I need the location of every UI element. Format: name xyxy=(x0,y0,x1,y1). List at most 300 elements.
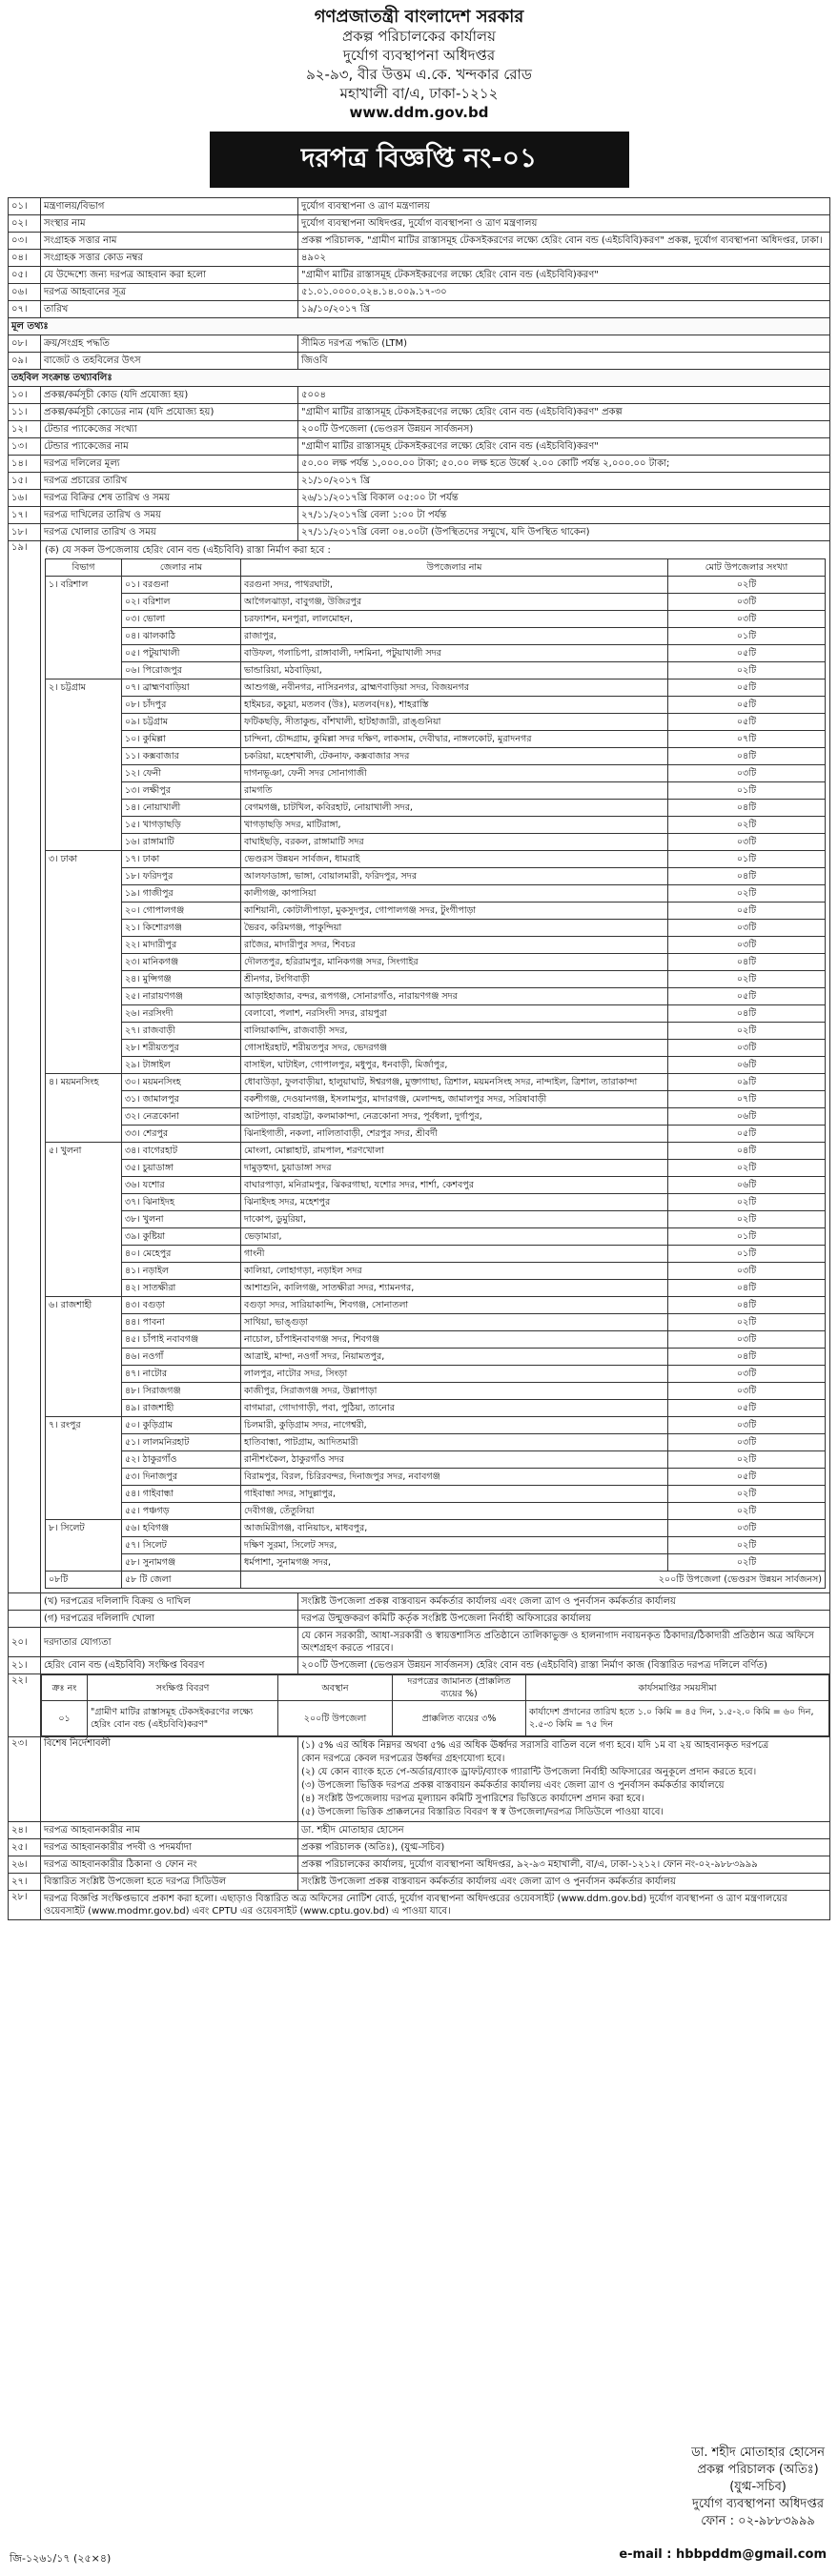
row-number: ২০। xyxy=(9,1628,41,1657)
district-row xyxy=(46,1211,826,1228)
count-cell: ০৪টি xyxy=(668,748,826,765)
division-cell xyxy=(46,1194,122,1211)
district-row xyxy=(46,1520,826,1537)
header-website[interactable]: www.ddm.gov.bd xyxy=(349,104,489,121)
district-cell: ২৭। রাজবাড়ী xyxy=(122,1023,241,1040)
district-row xyxy=(46,1005,826,1023)
upazila-cell: আলফাডাঙ্গা, ভাঙ্গা, বোয়ালমারী, ফরিদপুর, সদর xyxy=(241,868,668,885)
count-cell: ০৯টি xyxy=(668,1074,826,1091)
count-cell: ০৩টি xyxy=(668,920,826,937)
district-row xyxy=(46,1383,826,1400)
count-cell: ০৩টি xyxy=(668,611,826,628)
district-section xyxy=(41,541,830,1593)
district-cell: ৩৯। কুষ্টিয়া xyxy=(122,1228,241,1246)
row-number: ২১। xyxy=(9,1657,41,1674)
district-row xyxy=(46,714,826,731)
work-summary-row xyxy=(42,1701,829,1736)
district-row xyxy=(46,1434,826,1451)
district-cell: ৫৭। সিলেট xyxy=(122,1537,241,1554)
division-cell xyxy=(46,1005,122,1023)
district-cell: ৫০। কুড়িগ্রাম xyxy=(122,1417,241,1434)
district-cell: ৩৮। খুলনা xyxy=(122,1211,241,1228)
district-row xyxy=(46,1091,826,1108)
count-cell: ০৩টি xyxy=(668,1520,826,1537)
division-cell xyxy=(46,714,122,731)
special-instructions xyxy=(298,1737,830,1822)
row-19c xyxy=(9,1611,830,1628)
upazila-cell: ভান্ডারিয়া, মঠবাড়িয়া, xyxy=(241,662,668,679)
upazila-cell: চকরিয়া, মহেশখালী, টেকনাফ, কক্সবাজার সদর xyxy=(241,748,668,765)
district-cell: ৪৫। চাঁপাই নবাবগঞ্জ xyxy=(122,1331,241,1349)
district-row xyxy=(46,645,826,662)
count-cell: ০৩টি xyxy=(668,765,826,782)
header-address: ৯২-৯৩, বীর উত্তম এ.কে. খন্দকার রোড xyxy=(306,66,532,83)
column-header: অবস্থান xyxy=(278,1675,393,1701)
count-cell: ০৪টি xyxy=(668,1280,826,1297)
row-number: ১১। xyxy=(9,404,41,421)
row-value: সংশ্লিষ্ট উপজেলা প্রকল্প বাস্তবায়ন কর্মকর্তার কার্যালয় এবং জেলা ত্রাণ ও পুনর্বাসন কর্মকর্তার কার্যালয় xyxy=(298,1874,830,1891)
row-value: জিওবি xyxy=(298,353,830,370)
total-upazilas: ২০০টি উপজেলা (ভেণ্ডরস উন্নয়ন সার্বজনস) xyxy=(241,1572,826,1589)
upazila-cell: ভেণ্ডরস উন্নয়ন সার্বজন, ধামরাই xyxy=(241,851,668,868)
upazila-cell: ঝিনাইদহ সদর, মহেশপুর xyxy=(241,1194,668,1211)
notice-row xyxy=(9,1822,830,1839)
count-cell: ০২টি xyxy=(668,885,826,903)
row-number: ০৩। xyxy=(9,233,41,250)
duration-cell: কার্যাদেশ প্রদানের তারিখ হতে ১.০ কিমি = ৪৫ দিন, ১.৫-২.০ কিমি = ৬০ দিন, ২.৫-৩ কিমি = ৭৫ দিন xyxy=(526,1701,829,1736)
division-cell xyxy=(46,1108,122,1126)
upazila-cell: কালিয়া, লোহাগড়া, নড়াইল সদর xyxy=(241,1263,668,1280)
division-cell xyxy=(46,903,122,920)
row-label: তারিখ xyxy=(41,301,298,318)
total-divisions: ০৮টি xyxy=(46,1572,122,1589)
district-row xyxy=(46,679,826,697)
division-cell xyxy=(46,988,122,1005)
count-cell: ০৩টি xyxy=(668,834,826,851)
district-cell: ১৪। নোয়াখালী xyxy=(122,800,241,817)
count-cell: ০৩টি xyxy=(668,1417,826,1434)
row-number: ০১। xyxy=(9,198,41,215)
division-cell: ১। বরিশাল xyxy=(46,577,122,594)
serial-cell: ০১ xyxy=(42,1701,88,1736)
division-cell xyxy=(46,1160,122,1177)
notice-row xyxy=(9,473,830,490)
division-cell xyxy=(46,834,122,851)
row-label: দরদাতার যোগ্যতা xyxy=(41,1628,298,1657)
count-cell: ০২টি xyxy=(668,1023,826,1040)
row-number: ০৫। xyxy=(9,267,41,284)
division-cell xyxy=(46,954,122,971)
column-header: মোট উপজেলার সংখ্যা xyxy=(668,559,826,577)
column-header: বিভাগ xyxy=(46,559,122,577)
instruction-item: (১) ৫% এর অধিক নিম্নদর অথবা ৫% এর অধিক ঊর্ধ্বদর সরাসরি বাতিল বলে গণ্য হবে। যদি ১ম বা ২য় আহবানকৃত দরপত্রে xyxy=(301,1740,769,1751)
district-row xyxy=(46,868,826,885)
count-cell: ০৪টি xyxy=(668,954,826,971)
upazila-cell: আশাশুনি, কালিগঞ্জ, সাতক্ষীরা সদর, শ্যামনগর, xyxy=(241,1280,668,1297)
count-cell: ০২টি xyxy=(668,1554,826,1572)
row-number: ০২। xyxy=(9,215,41,233)
count-cell: ০২টি xyxy=(668,1160,826,1177)
signatory-office: দুর্যোগ ব্যবস্থাপনা অধিদপ্তর xyxy=(692,2497,825,2511)
count-cell: ০২টি xyxy=(668,1537,826,1554)
upazila-cell: দেবীগঞ্জ, তেঁতুলিয়া xyxy=(241,1503,668,1520)
count-cell: ০৪টি xyxy=(668,800,826,817)
district-row xyxy=(46,954,826,971)
row-value: ২৭/১১/২০১৭খ্রি বেলা ০৪.০০টা (উপস্থিতদের সম্মুখে, যদি উপস্থিত থাকেন) xyxy=(298,524,830,541)
count-cell: ০৫টি xyxy=(668,1400,826,1417)
notice-row xyxy=(9,353,830,370)
upazila-cell: কাজীপুর, সিরাজগঞ্জ সদর, উল্লাপাড়া xyxy=(241,1383,668,1400)
row-value: যে কোন সরকারী, আধা-সরকারী ও স্বায়ত্তশাসিত প্রতিষ্ঠানে তালিকাভুক্ত ও হালনাগাদ নবায়নকৃত ঠিকাদার/ঠিকাদারী প্রতিষ্ঠান অত্র অফিসে অংশগ্রহণ করতে পারবে। xyxy=(298,1628,830,1657)
upazila-cell: রামগতি xyxy=(241,782,668,800)
district-cell: ২৯। টাঙ্গাইল xyxy=(122,1057,241,1074)
district-cell: ৫৪। গাইবান্ধা xyxy=(122,1486,241,1503)
division-cell xyxy=(46,1366,122,1383)
row-label: দরপত্র আহবানকারীর পদবী ও পদমর্যাদা xyxy=(41,1839,298,1856)
notice-row-28 xyxy=(9,1891,830,1920)
district-table-header xyxy=(46,559,826,577)
row-value: "গ্রামীণ মাটির রাস্তাসমূহ টেকসইকরণের লক্ষ্যে হেরিং বোন বন্ড (এইচবিবি)করণ" xyxy=(298,438,830,456)
count-cell: ০৬টি xyxy=(668,1177,826,1194)
notice-row xyxy=(9,387,830,404)
row-value: ডা. শহীদ মোতাহার হোসেন xyxy=(298,1822,830,1839)
upazila-cell: বিরামপুর, বিরল, চিরিরবন্দর, দিনাজপুর সদর, নবাবগঞ্জ xyxy=(241,1469,668,1486)
district-cell: ২৮। শরীয়তপুর xyxy=(122,1040,241,1057)
row-value: ৫০.০০ লক্ষ পর্যন্ত ১,০০০.০০ টাকা; ৫০.০০ লক্ষ হতে উর্ধ্বে ২.০০ কোটি পর্যন্ত ২,০০০.০০ টাকা; xyxy=(298,456,830,473)
upazila-cell: দাগনভূঞা, ফেনী সদর সোনাগাজী xyxy=(241,765,668,782)
row-number: ২২। xyxy=(9,1674,41,1737)
district-row xyxy=(46,1108,826,1126)
district-row xyxy=(46,1280,826,1297)
count-cell: ০৫টি xyxy=(668,903,826,920)
division-cell xyxy=(46,731,122,748)
upazila-cell: বাঘাইছড়ি, বরকল, রাঙ্গামাটি সদর xyxy=(241,834,668,851)
count-cell: ০৫টি xyxy=(668,988,826,1005)
row-value: সংশ্লিষ্ট উপজেলা প্রকল্প বাস্তবায়ন কর্মকর্তার কার্যালয় এবং জেলা ত্রাণ ও পুনর্বাসন কর্মকর্তার কার্যালয় xyxy=(298,1593,830,1611)
count-cell: ০৭টি xyxy=(668,1091,826,1108)
count-cell: ০২টি xyxy=(668,577,826,594)
division-cell xyxy=(46,1537,122,1554)
column-header: দরপত্রের জামানত (প্রাক্কলিত ব্যয়ের %) xyxy=(393,1675,526,1701)
district-cell: ৫২। ঠাকুরগাঁও xyxy=(122,1451,241,1469)
division-cell xyxy=(46,800,122,817)
header-department: দুর্যোগ ব্যবস্থাপনা অধিদপ্তর xyxy=(342,47,496,64)
section-fund-info xyxy=(9,370,830,387)
upazila-cell: মোংলা, মোল্লাহাট, রামপাল, শরণখোলা xyxy=(241,1143,668,1160)
district-row xyxy=(46,851,826,868)
district-cell: ৩১। জামালপুর xyxy=(122,1091,241,1108)
notice-row xyxy=(9,456,830,473)
division-cell xyxy=(46,645,122,662)
upazila-cell: আত্রাই, মান্দা, নওগাঁ সদর, নিয়ামতপুর, xyxy=(241,1349,668,1366)
district-cell: ৩৫। চুয়াডাঙ্গা xyxy=(122,1160,241,1177)
division-cell xyxy=(46,1263,122,1280)
district-cell: ১১। কক্সবাজার xyxy=(122,748,241,765)
row-label: টেন্ডার প্যাকেজের সংখ্যা xyxy=(41,421,298,438)
upazila-cell: হাইমচর, কচুয়া, মতলব (উঃ), মতলব(দঃ), শাহরাস্তি xyxy=(241,697,668,714)
district-cell: ৪৩। বগুড়া xyxy=(122,1297,241,1314)
district-row xyxy=(46,765,826,782)
column-header: সংক্ষিপ্ত বিবরণ xyxy=(88,1675,278,1701)
count-cell: ০৪টি xyxy=(668,868,826,885)
notice-row-22 xyxy=(9,1674,830,1737)
count-cell: ০৩টি xyxy=(668,1383,826,1400)
row-value: দুর্যোগ ব্যবস্থাপনা অধিদপ্তর, দুর্যোগ ব্যবস্থাপনা ও ত্রাণ মন্ত্রণালয় xyxy=(298,215,830,233)
upazila-cell: বাউফল, গলাচিপা, রাঙ্গাবালী, দশমিনা, পটুয়াখালী সদর xyxy=(241,645,668,662)
row-label: যে উদ্দেশ্যে জন্য দরপত্র আহবান করা হলো xyxy=(41,267,298,284)
district-row xyxy=(46,1126,826,1143)
count-cell: ০৩টি xyxy=(668,937,826,954)
upazila-cell: বগুড়া সদর, সারিয়াকান্দি, শিবগঞ্জ, সোনাতলা xyxy=(241,1297,668,1314)
count-cell: ০৭টি xyxy=(668,731,826,748)
division-cell xyxy=(46,1023,122,1040)
district-row xyxy=(46,577,826,594)
district-row xyxy=(46,1228,826,1246)
division-cell xyxy=(46,1400,122,1417)
district-row xyxy=(46,1451,826,1469)
count-cell: ০৩টি xyxy=(668,1366,826,1383)
division-cell xyxy=(46,885,122,903)
row-number: ২৭। xyxy=(9,1874,41,1891)
row-label: প্রকল্প/কর্মসূচী কোডের নাম (যদি প্রযোজ্য হয়) xyxy=(41,404,298,421)
notice-row xyxy=(9,404,830,421)
column-header: ক্রঃ নং xyxy=(42,1675,88,1701)
division-cell: ২। চট্টগ্রাম xyxy=(46,679,122,697)
upazila-cell: রাজাপুর, xyxy=(241,628,668,645)
district-cell: ২২। মাদারীপুর xyxy=(122,937,241,954)
row-value: ৫১.০১.০০০০.০২৪.১৪.০০৯.১৭-৩০ xyxy=(298,284,830,301)
row-number: ২৩। xyxy=(9,1737,41,1822)
count-cell: ০২টি xyxy=(668,662,826,679)
count-cell: ০৪টি xyxy=(668,1143,826,1160)
count-cell: ০৫টি xyxy=(668,697,826,714)
district-row xyxy=(46,1417,826,1434)
count-cell: ০৪টি xyxy=(668,1005,826,1023)
row-value: ২৭/১১/২০১৭খ্রি বেলা ১:০০ টা পর্যন্ত xyxy=(298,507,830,524)
row-label: টেন্ডার প্যাকেজের নাম xyxy=(41,438,298,456)
district-row xyxy=(46,1246,826,1263)
upazila-cell: চিলমারী, কুড়িগ্রাম সদর, নাগেশ্বরী, xyxy=(241,1417,668,1434)
count-cell: ০২টি xyxy=(668,1314,826,1331)
notice-row xyxy=(9,267,830,284)
upazila-cell: ফটিকছড়ি, সীতাকুন্ড, বাঁশখালী, হাটহাজারী, রাঙ্গুনিয়া xyxy=(241,714,668,731)
division-cell xyxy=(46,1469,122,1486)
count-cell: ০২টি xyxy=(668,1211,826,1228)
instruction-item: (২) যে কোন ব্যাংক হতে পে-অর্ডার/ব্যাংক ড্রাফট/ব্যাংক গ্যারান্টি উপজেলা নির্বাহী অফিসারের অনুকূলে প্রদান করতে হবে। xyxy=(301,1767,757,1777)
division-cell xyxy=(46,611,122,628)
row-label: সংস্থার নাম xyxy=(41,215,298,233)
district-row xyxy=(46,988,826,1005)
row-label: (গ) দরপত্রের দলিলাদি খোলা xyxy=(41,1611,298,1628)
division-cell: ৭। রংপুর xyxy=(46,1417,122,1434)
upazila-cell: লালপুর, নাটোর সদর, সিংড়া xyxy=(241,1366,668,1383)
district-cell: ৫৬। হবিগঞ্জ xyxy=(122,1520,241,1537)
header-city: মহাখালী বা/এ, ঢাকা-১২১২ xyxy=(339,85,499,102)
upazila-cell: খাগড়াছড়ি সদর, মাটিরাঙ্গা, xyxy=(241,817,668,834)
row-label: বিস্তারিত সংশ্লিষ্ট উপজেলা হতে দরপত্র সিডিউল xyxy=(41,1874,298,1891)
count-cell: ০৫টি xyxy=(668,679,826,697)
count-cell: ০৩টি xyxy=(668,1263,826,1280)
total-districts: ৫৮ টি জেলা xyxy=(122,1572,241,1589)
upazila-cell: আশুগঞ্জ, নবীনগর, নাসিরনগর, ব্রাহ্মণবাড়িয়া সদর, বিজয়নগর xyxy=(241,679,668,697)
upazila-cell: ধর্মপাশা, সুনামগঞ্জ সদর, xyxy=(241,1554,668,1572)
division-cell xyxy=(46,1126,122,1143)
upazila-cell: বাগমারা, গোদাগাড়ী, পবা, পুঠিয়া, তানোর xyxy=(241,1400,668,1417)
upazila-cell: রানীশংকৈল, ঠাকুরগাঁও সদর xyxy=(241,1451,668,1469)
district-cell: ২১। কিশোরগঞ্জ xyxy=(122,920,241,937)
district-cell: ২৪। মুন্সিগঞ্জ xyxy=(122,971,241,988)
row-label: মন্ত্রণালয়/বিভাগ xyxy=(41,198,298,215)
district-cell: ১২। ফেনী xyxy=(122,765,241,782)
district-row xyxy=(46,782,826,800)
district-cell: ৩৪। বাগেরহাট xyxy=(122,1143,241,1160)
district-row xyxy=(46,1486,826,1503)
district-cell: ৪০। মেহেপুর xyxy=(122,1246,241,1263)
signatory-title: প্রকল্প পরিচালক (অতিঃ) xyxy=(697,2463,819,2477)
count-cell: ০১টি xyxy=(668,782,826,800)
row-label: দরপত্র প্রচারের তারিখ xyxy=(41,473,298,490)
row-value: প্রকল্প পরিচালকের কার্যালয়, দুর্যোগ ব্যবস্থাপনা অধিদপ্তর, ৯২-৯৩ মহাখালী, বা/এ, ঢাকা-১২১২। ফোন নং-০২-৯৮৮৩৯৯৯ xyxy=(298,1856,830,1874)
row-label: সংগ্রাহক সত্তার কোড নম্বর xyxy=(41,250,298,267)
division-cell xyxy=(46,920,122,937)
row-label: সংগ্রাহক সত্তার নাম xyxy=(41,233,298,250)
district-row xyxy=(46,1469,826,1486)
district-row xyxy=(46,1537,826,1554)
notice-row-19 xyxy=(9,541,830,1593)
district-row xyxy=(46,920,826,937)
district-cell: ৪৬। নওগাঁ xyxy=(122,1349,241,1366)
district-row xyxy=(46,1263,826,1280)
division-cell xyxy=(46,748,122,765)
row-number xyxy=(9,1593,41,1611)
district-cell: ০৫। পটুয়াখালী xyxy=(122,645,241,662)
count-cell: ০৩টি xyxy=(668,1434,826,1451)
signatory-email[interactable]: e-mail : hbbpddm@gmail.com xyxy=(619,2547,827,2562)
signatory-name: ডা. শহীদ মোতাহার হোসেন xyxy=(691,2445,825,2460)
upazila-cell: দামুড়হুদা, চুয়াডাঙ্গা সদর xyxy=(241,1160,668,1177)
work-summary xyxy=(41,1674,830,1737)
district-cell: ০৮। চাঁদপুর xyxy=(122,697,241,714)
section-heading: তহবিল সংক্রান্ত তথ্যাবলিঃ xyxy=(9,370,830,387)
district-row xyxy=(46,1366,826,1383)
district-cell: ০৬। পিরোজপুর xyxy=(122,662,241,679)
division-cell: ৩। ঢাকা xyxy=(46,851,122,868)
district-row xyxy=(46,903,826,920)
notice-row xyxy=(9,301,830,318)
work-summary-table xyxy=(41,1674,829,1736)
district-cell: ১৯। গাজীপুর xyxy=(122,885,241,903)
notice-table xyxy=(8,197,830,1920)
row-19b xyxy=(9,1593,830,1611)
upazila-cell: আগৈলঝাড়া, বাবুগঞ্জ, উজিরপুর xyxy=(241,594,668,611)
division-cell xyxy=(46,1349,122,1366)
district-cell: ১৩। লক্ষীপুর xyxy=(122,782,241,800)
row-label: বাজেট ও তহবিলের উৎস xyxy=(41,353,298,370)
upazila-cell: চরফ্যাশন, মনপুরা, লালমোহন, xyxy=(241,611,668,628)
row-value: সীমিত দরপত্র পদ্ধতি (LTM) xyxy=(298,335,830,353)
row-value: প্রকল্প পরিচালক (অতিঃ), (যুগ্ম-সচিব) xyxy=(298,1839,830,1856)
district-cell: ৪৭। নাটোর xyxy=(122,1366,241,1383)
count-cell: ০৩টি xyxy=(668,594,826,611)
row-label: দরপত্র দাখিলের তারিখ ও সময় xyxy=(41,507,298,524)
district-row xyxy=(46,594,826,611)
division-cell xyxy=(46,1434,122,1451)
upazila-cell: বেগমগঞ্জ, চাটখিল, কবিরহাট, নোয়াখালী সদর, xyxy=(241,800,668,817)
district-intro: (ক) যে সকল উপজেলায় হেরিং বোন বন্ড (এইচবিবি) রাস্তা নির্মাণ করা হবে : xyxy=(45,545,331,556)
district-cell: ৩০। ময়মনসিংহ xyxy=(122,1074,241,1091)
district-cell: ৪১। নড়াইল xyxy=(122,1263,241,1280)
district-cell: ১৮। ফরিদপুর xyxy=(122,868,241,885)
row-number: ১৮। xyxy=(9,524,41,541)
division-cell: ৪। ময়মনসিংহ xyxy=(46,1074,122,1091)
district-row xyxy=(46,817,826,834)
division-cell: ৮। সিলেট xyxy=(46,1520,122,1537)
notice-row xyxy=(9,524,830,541)
row-label: দরপত্র আহবানের সূত্র xyxy=(41,284,298,301)
district-row xyxy=(46,800,826,817)
district-row xyxy=(46,937,826,954)
count-cell: ০৫টি xyxy=(668,645,826,662)
district-row xyxy=(46,1143,826,1160)
header-office: প্রকল্প পরিচালকের কার্যালয় xyxy=(342,28,496,45)
division-cell xyxy=(46,697,122,714)
signatory-rank: (যুগ্ম-সচিব) xyxy=(729,2480,787,2494)
district-cell: ২৫। নারায়ণগঞ্জ xyxy=(122,988,241,1005)
upazila-cell: আড়াইহাজার, বন্দর, রূপগঞ্জ, সোনারগাঁও, নারায়ণগঞ্জ সদর xyxy=(241,988,668,1005)
count-cell: ০২টি xyxy=(668,1486,826,1503)
district-cell: ০৪। ঝালকাঠি xyxy=(122,628,241,645)
division-cell xyxy=(46,1554,122,1572)
district-cell: ৫৩। দিনাজপুর xyxy=(122,1469,241,1486)
district-row xyxy=(46,628,826,645)
count-cell: ০১টি xyxy=(668,851,826,868)
division-cell xyxy=(46,971,122,988)
row-number: ১৭। xyxy=(9,507,41,524)
upazila-cell: বাঘারপাড়া, মনিরামপুর, ঝিকরগাছা, যশোর সদর, শার্শা, কেশবপুর xyxy=(241,1177,668,1194)
notice-row xyxy=(9,198,830,215)
upazila-cell: হাতিবান্ধা, পাটগ্রাম, আদিতমারী xyxy=(241,1434,668,1451)
signature-block xyxy=(691,2444,825,2530)
division-cell xyxy=(46,817,122,834)
division-cell xyxy=(46,1040,122,1057)
division-cell xyxy=(46,1228,122,1246)
row-label: দরপত্র দলিলের মূল্য xyxy=(41,456,298,473)
count-cell: ০৬টি xyxy=(668,1108,826,1126)
division-cell xyxy=(46,1057,122,1074)
count-cell: ০২টি xyxy=(668,1503,826,1520)
office-header xyxy=(8,8,830,122)
column-header: জেলার নাম xyxy=(122,559,241,577)
notice-row xyxy=(9,421,830,438)
count-cell: ০৩টি xyxy=(668,1040,826,1057)
row-number xyxy=(9,1611,41,1628)
upazila-cell: দৌলতপুর, হরিরামপুর, মানিকগঞ্জ সদর, সিংগাইর xyxy=(241,954,668,971)
district-row xyxy=(46,1177,826,1194)
instruction-item: (৩) উপজেলা ভিত্তিক দরপত্র প্রকল্প বাস্তবায়ন কর্মকর্তার কার্যালয় এবং জেলা ত্রাণ ও পুনর্বাসন কর্মকর্তার কার্যালয়ে xyxy=(301,1780,725,1791)
count-cell: ০৫টি xyxy=(668,1126,826,1143)
upazila-cell: গাইবান্ধা সদর, সাদুল্লাপুর, xyxy=(241,1486,668,1503)
row-value: দুর্যোগ ব্যবস্থাপনা ও ত্রাণ মন্ত্রণালয় xyxy=(298,198,830,215)
location-cell: ২০০টি উপজেলা xyxy=(278,1701,393,1736)
count-cell: ০২টি xyxy=(668,971,826,988)
upazila-cell: ভৈরব, করিমগঞ্জ, পাকুন্দিয়া xyxy=(241,920,668,937)
row-label: দরপত্র আহবানকারীর নাম xyxy=(41,1822,298,1839)
district-cell: ০৯। চট্টগ্রাম xyxy=(122,714,241,731)
row-value: ২০০টি উপজেলা (ভেণ্ডরস উন্নয়ন সার্বজনস) xyxy=(298,421,830,438)
district-row xyxy=(46,1160,826,1177)
district-row xyxy=(46,1297,826,1314)
district-row xyxy=(46,731,826,748)
